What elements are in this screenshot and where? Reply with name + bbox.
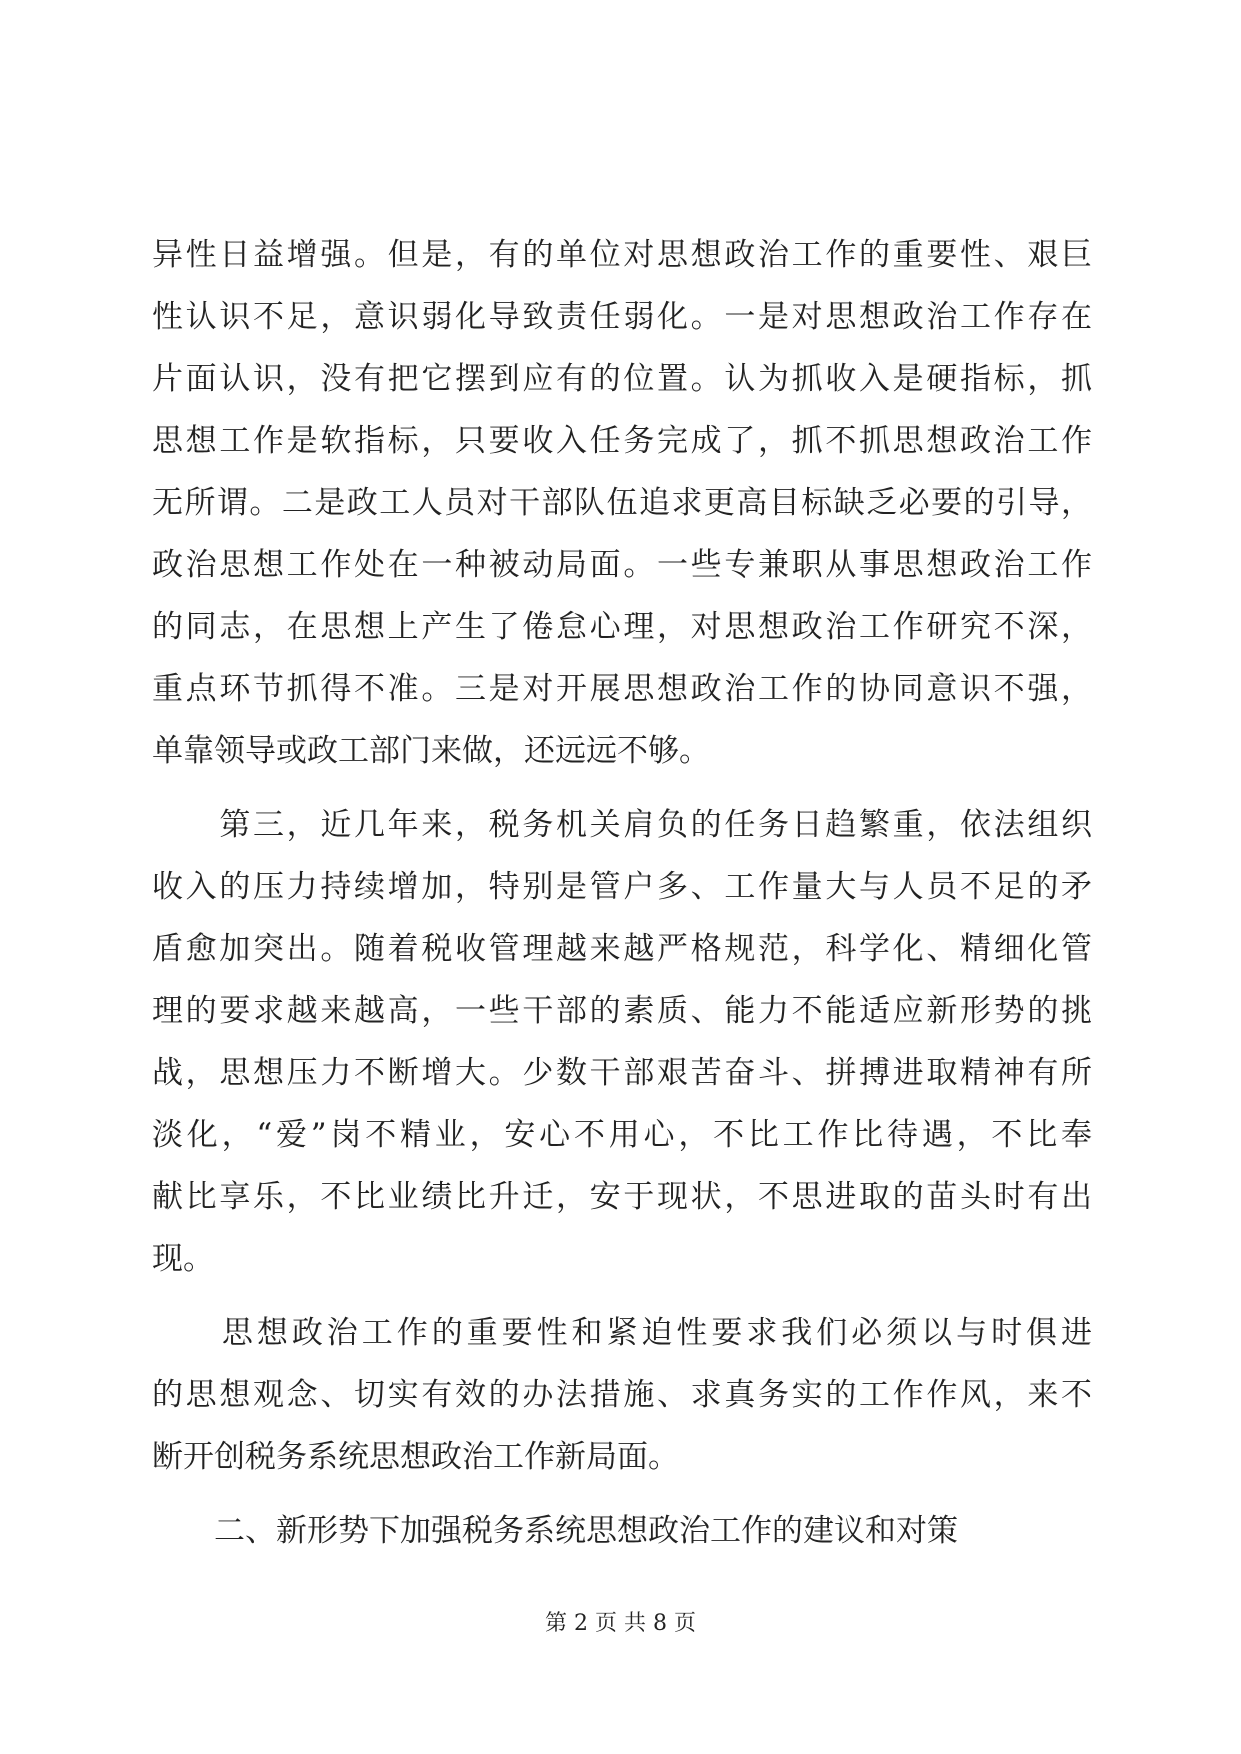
text-line: 断开创税务系统思想政治工作新局面。	[152, 1439, 679, 1475]
paragraph-gap	[152, 1488, 1092, 1500]
paragraph-1	[152, 224, 1092, 782]
page-number: 第 2 页 共 8 页	[545, 1611, 696, 1636]
paragraph-3	[152, 1302, 1092, 1488]
text-line: 异性日益增强。但是，有的单位对思想政治工作的重要性、艰巨	[152, 237, 1092, 273]
text-line: 收入的压力持续增加，特别是管户多、工作量大与人员不足的矛	[152, 869, 1092, 905]
text-line: 战，思想压力不断增大。少数干部艰苦奋斗、拼搏进取精神有所	[152, 1055, 1092, 1091]
paragraph-gap	[152, 782, 1092, 794]
text-line: 无所谓。二是政工人员对干部队伍追求更高目标缺乏必要的引导，	[152, 485, 1092, 521]
text-line: 性认识不足，意识弱化导致责任弱化。一是对思想政治工作存在	[152, 299, 1092, 335]
text-line: 思想政治工作的重要性和紧迫性要求我们必须以与时俱进	[152, 1315, 1092, 1351]
text-line: 政治思想工作处在一种被动局面。一些专兼职从事思想政治工作	[152, 547, 1092, 583]
text-line: 献比享乐，不比业绩比升迁，安于现状，不思进取的苗头时有出	[152, 1179, 1092, 1215]
paragraph-2	[152, 794, 1092, 1290]
text-line: 思想工作是软指标，只要收入任务完成了，抓不抓思想政治工作	[152, 423, 1092, 459]
body-text	[152, 224, 1092, 1562]
text-line: 第三，近几年来，税务机关肩负的任务日趋繁重，依法组织	[152, 807, 1092, 843]
text-line: 重点环节抓得不准。三是对开展思想政治工作的协同意识不强，	[152, 671, 1092, 707]
paragraph-gap	[152, 1290, 1092, 1302]
text-line: 现。	[152, 1241, 214, 1277]
text-line: 的同志，在思想上产生了倦怠心理，对思想政治工作研究不深，	[152, 609, 1092, 645]
section-heading	[152, 1500, 1092, 1562]
page-footer	[0, 1609, 1241, 1639]
text-line: 淡化，“爱”岗不精业，安心不用心，不比工作比待遇，不比奉	[152, 1117, 1092, 1153]
heading-text: 二、新形势下加强税务系统思想政治工作的建议和对策	[152, 1513, 958, 1549]
text-line: 的思想观念、切实有效的办法措施、求真务实的工作作风，来不	[152, 1377, 1092, 1413]
text-line: 单靠领导或政工部门来做，还远远不够。	[152, 733, 710, 769]
text-line: 盾愈加突出。随着税收管理越来越严格规范，科学化、精细化管	[152, 931, 1092, 967]
text-line: 理的要求越来越高，一些干部的素质、能力不能适应新形势的挑	[152, 993, 1092, 1029]
text-line: 片面认识，没有把它摆到应有的位置。认为抓收入是硬指标，抓	[152, 361, 1092, 397]
